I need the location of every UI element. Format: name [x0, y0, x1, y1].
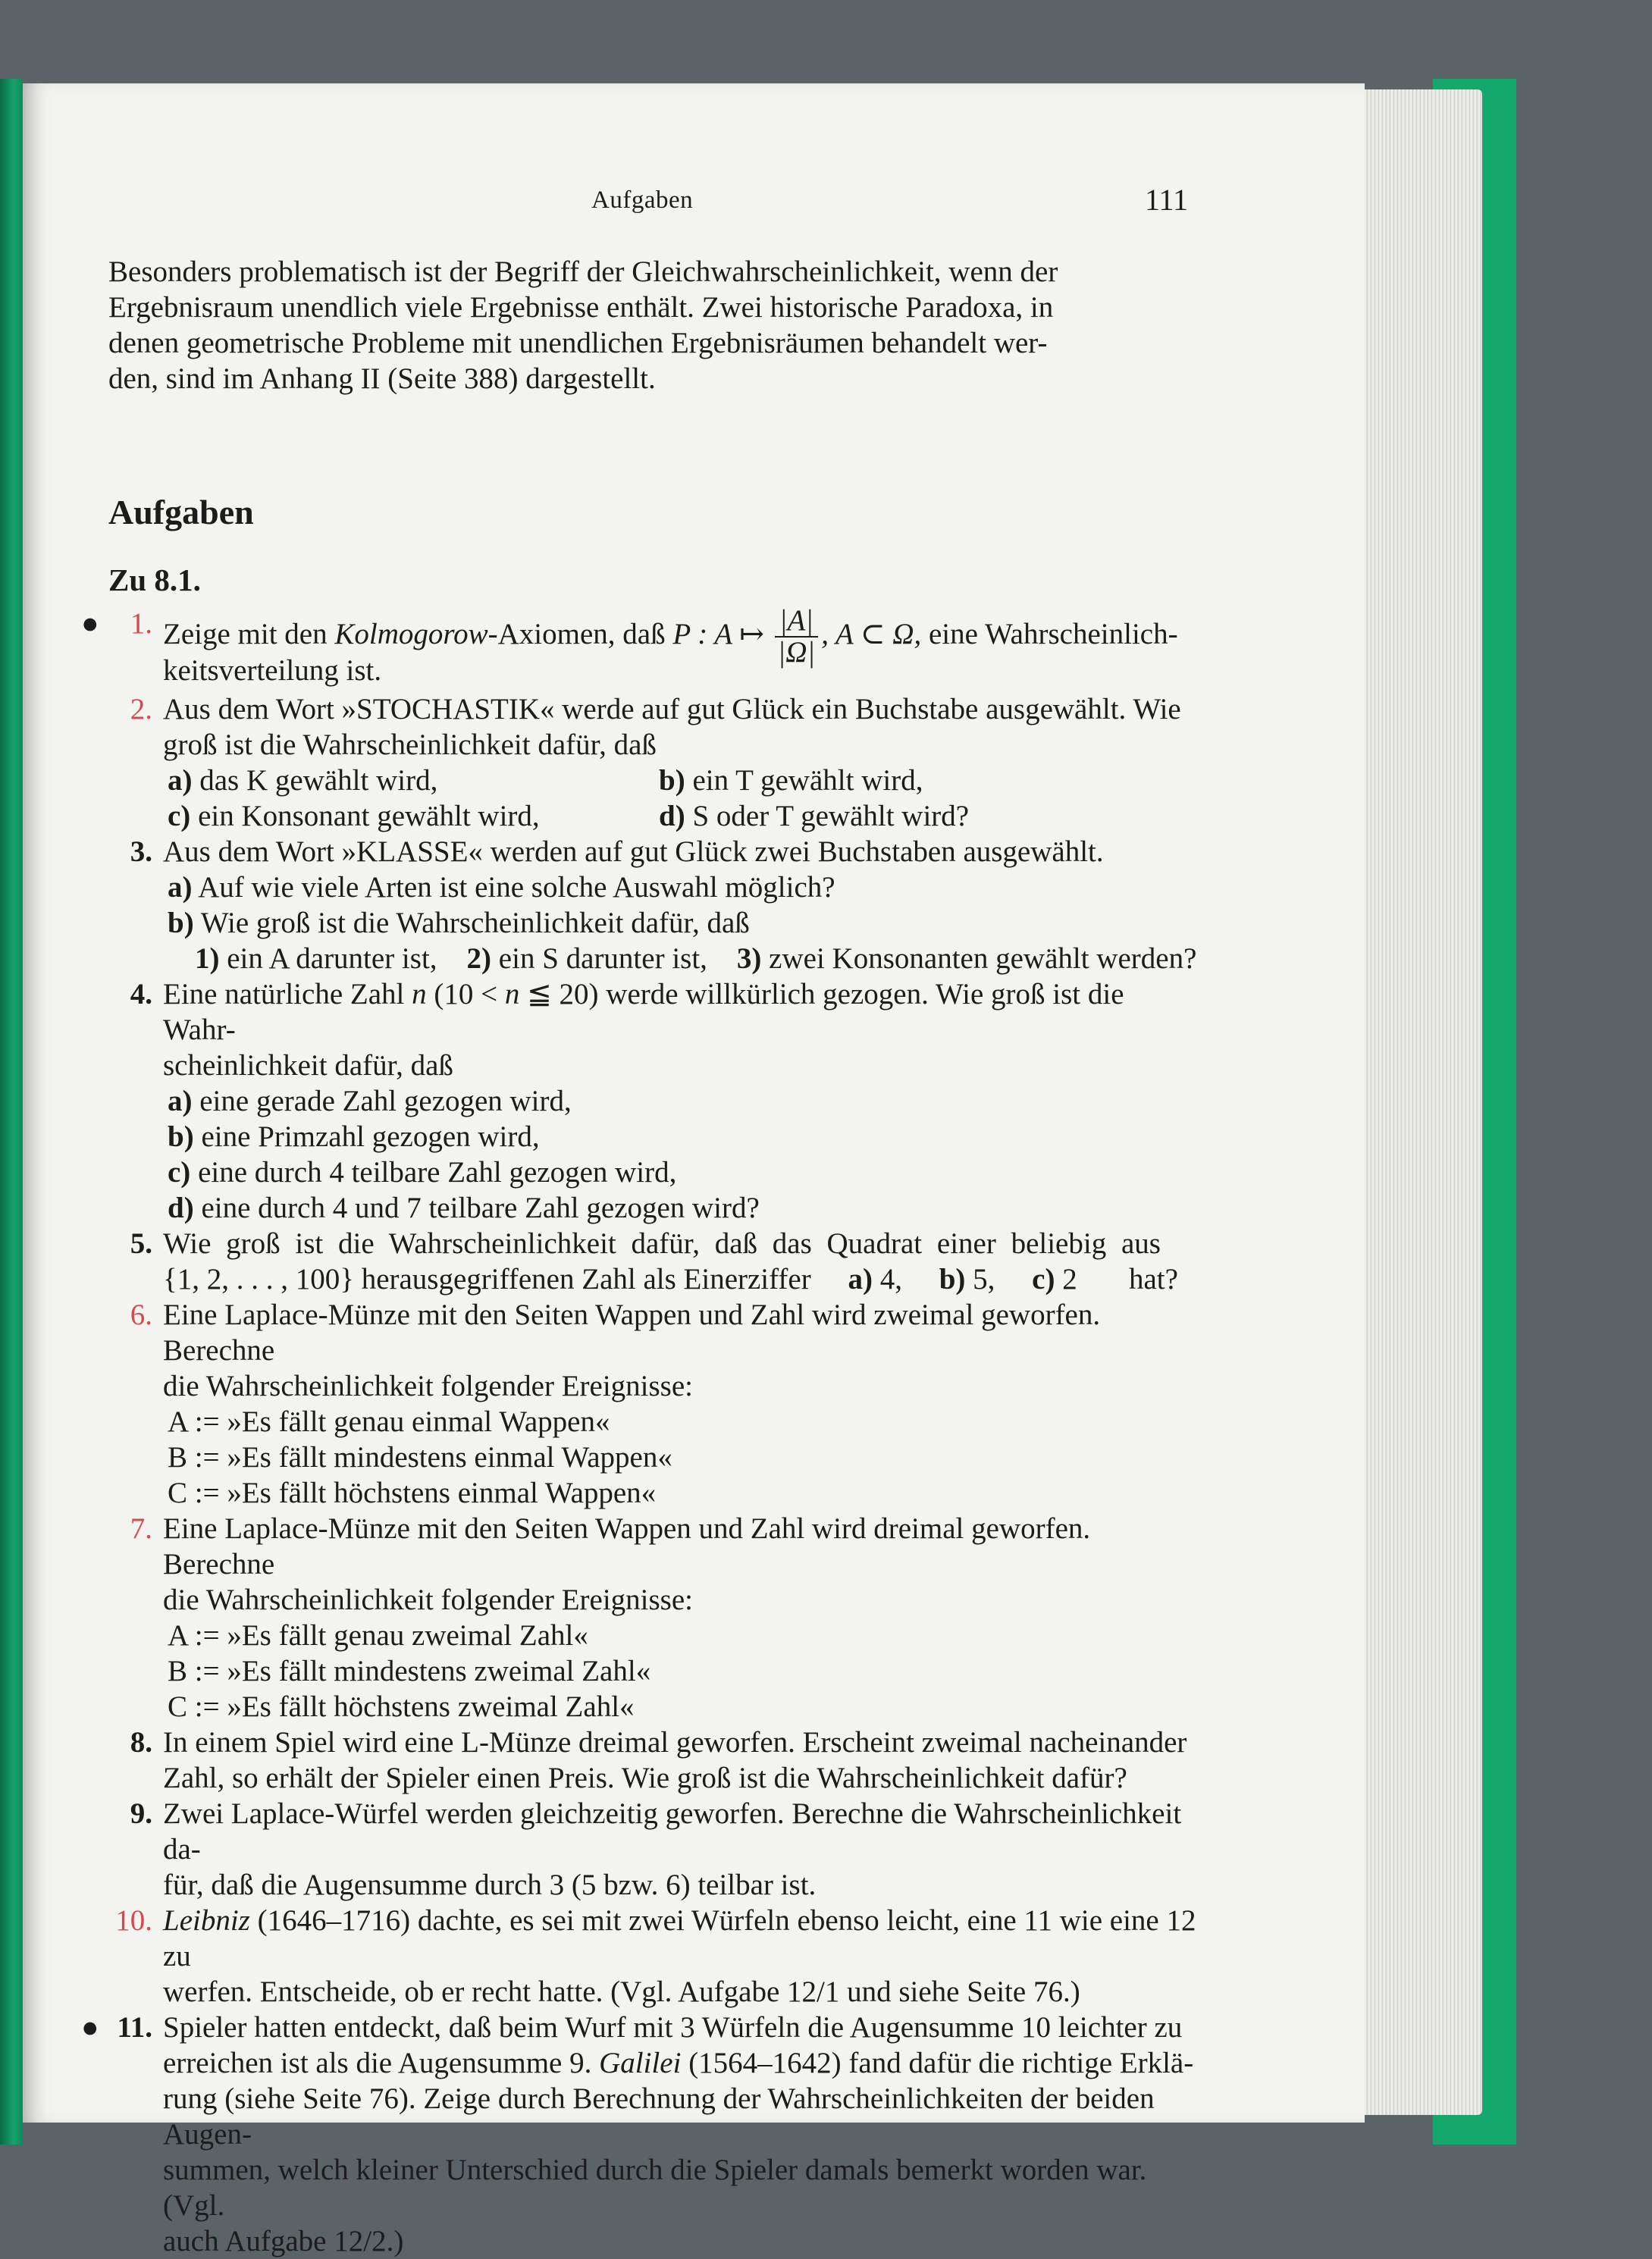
task-text: für, daß die Augensumme durch 3 (5 bzw. 6) teilbar ist. — [163, 1869, 817, 1901]
subitem-label: d) — [659, 800, 685, 832]
task-number: 1. — [130, 607, 152, 640]
subitem-text: 2 — [1055, 1263, 1077, 1296]
subitem-text: eine durch 4 und 7 teilbare Zahl gezogen wird? — [193, 1192, 760, 1224]
subitem-label: d) — [168, 1192, 194, 1224]
task-11 — [81, 2010, 1200, 2259]
subitem-b — [163, 905, 1200, 941]
task-text-part: (10 < — [426, 978, 505, 1010]
task-text-part: (1564–1642) fand dafür die richtige Erklä- — [681, 2047, 1194, 2079]
subitem-label: a) — [168, 764, 193, 797]
variable: n — [412, 978, 427, 1010]
fraction-denominator: |Ω| — [777, 636, 816, 669]
person-name: Leibniz — [163, 1904, 250, 1937]
subitem-label: b) — [939, 1263, 966, 1296]
task-text: summen, welch kleiner Unterschied durch die Spieler damals bemerkt worden war. (Vgl. — [163, 2154, 1147, 2222]
subitem-b-cases — [163, 941, 1200, 976]
subitem-text: Auf wie viele Arten ist eine solche Auswahl möglich? — [192, 871, 835, 904]
event-definitions — [163, 1404, 1200, 1511]
intro-paragraph — [108, 254, 1200, 396]
task-8 — [108, 1725, 1200, 1796]
task-text: auch Aufgabe 12/2.) — [163, 2225, 404, 2257]
subitem-text: Wie groß ist die Wahrscheinlichkeit dafür, daß — [193, 907, 750, 939]
task-text: Wie groß ist die Wahrscheinlichkeit dafür, daß das Quadrat einer beliebig aus — [163, 1227, 1161, 1260]
task-text-part: eine Wahrscheinlich- — [921, 617, 1178, 650]
task-text-part: hat? — [1128, 1263, 1178, 1296]
intro-line: Ergebnisraum unendlich viele Ergebnisse enthält. Zwei historische Paradoxa, in — [108, 291, 1054, 324]
book-cover-left-edge — [0, 79, 23, 2145]
fraction — [775, 606, 819, 668]
subitem-text: S oder T gewählt wird? — [685, 800, 970, 832]
task-text-part: ≦ 20) werde willkürlich gezogen. Wie groß ist die Wahr- — [163, 978, 1124, 1046]
subitem-row — [163, 798, 1200, 834]
task-2 — [108, 691, 1200, 834]
task-number: 5. — [130, 1227, 152, 1260]
task-number: 2. — [130, 693, 152, 725]
task-4 — [108, 976, 1200, 1226]
task-text: Eine Laplace-Münze mit den Seiten Wappen und Zahl wird dreimal geworfen. Berechne — [163, 1512, 1091, 1581]
task-1 — [81, 604, 1200, 688]
task-text: groß ist die Wahrscheinlichkeit dafür, daß — [163, 728, 657, 761]
task-10 — [108, 1903, 1200, 2010]
task-text: Eine Laplace-Münze mit den Seiten Wappen und Zahl wird zweimal geworfen. Berechne — [163, 1299, 1101, 1367]
formula-subset: , A ⊂ Ω, — [821, 617, 922, 650]
task-text-part: Eine natürliche Zahl — [163, 978, 412, 1010]
task-text: rung (siehe Seite 76). Zeige durch Berechnung der Wahrscheinlichkeiten der beiden Augen- — [163, 2082, 1155, 2151]
subsection-heading: Zu 8.1. — [108, 562, 201, 597]
event-definitions — [163, 1618, 1200, 1725]
subitem-label: b) — [168, 907, 194, 939]
task-text — [163, 1261, 1200, 1297]
subitem-b — [163, 1119, 1200, 1155]
event-c: C := »Es fällt höchstens zweimal Zahl« — [168, 1690, 635, 1723]
subitem-label: a) — [168, 1085, 193, 1117]
subitem-label: a) — [168, 871, 193, 904]
subitem-d — [163, 1190, 1200, 1226]
subitem-text: eine gerade Zahl gezogen wird, — [192, 1085, 572, 1117]
task-text: die Wahrscheinlichkeit folgender Ereignisse: — [163, 1370, 693, 1402]
event-b: B := »Es fällt mindestens zweimal Zahl« — [168, 1655, 651, 1687]
subitem-text: ein T gewählt wird, — [685, 764, 923, 797]
fraction-numerator: |A| — [775, 606, 819, 638]
task-number: 4. — [130, 978, 152, 1010]
section-heading: Aufgaben — [108, 493, 254, 531]
task-7 — [108, 1511, 1200, 1725]
task-text-part: Zeige mit den — [163, 617, 335, 650]
subitem-label: c) — [168, 800, 191, 832]
intro-line: den, sind im Anhang II (Seite 388) dargestellt. — [108, 362, 656, 395]
task-text: die Wahrscheinlichkeit folgender Ereignisse: — [163, 1584, 693, 1616]
task-text-part: erreichen ist als die Augensumme 9. — [163, 2047, 600, 2079]
task-6 — [108, 1297, 1200, 1511]
event-a: A := »Es fällt genau zweimal Zahl« — [168, 1619, 588, 1652]
variable: n — [504, 978, 520, 1010]
task-text-part: (1646–1716) dachte, es sei mit zwei Würfeln ebenso leicht, eine 11 wie eine 12 zu — [163, 1904, 1196, 1972]
task-bullet: ● — [81, 2011, 99, 2044]
subitem-label: c) — [168, 1156, 191, 1189]
task-5 — [108, 1226, 1200, 1297]
subitem-text: ein Konsonant gewählt wird, — [190, 800, 540, 832]
subitem-text: eine Primzahl gezogen wird, — [193, 1120, 540, 1153]
task-text-part: {1, 2, . . . , 100} herausgegriffenen Zahl als Einerziffer — [163, 1263, 811, 1296]
task-number: 3. — [130, 835, 152, 868]
subitem-a — [168, 763, 659, 798]
task-bullet: ● — [81, 607, 99, 640]
intro-line: Besonders problematisch ist der Begriff der Gleichwahrscheinlichkeit, wenn der — [108, 255, 1058, 288]
subitem-text: ein S darunter ist, — [491, 942, 707, 975]
task-number: 11. — [117, 2011, 152, 2044]
running-head-title: Aufgaben — [591, 186, 694, 214]
task-text-part: -Axiomen, daß — [487, 617, 673, 650]
task-number: 9. — [130, 1797, 152, 1830]
task-text: Spieler hatten entdeckt, daß beim Wurf mit 3 Würfeln die Augensumme 10 leichter zu — [163, 2011, 1183, 2044]
task-text: werfen. Entscheide, ob er recht hatte. (Vgl. Aufgabe 12/1 und siehe Seite 76.) — [163, 1975, 1080, 2008]
page-number: 111 — [1145, 183, 1189, 217]
subitem-b — [659, 763, 923, 798]
subitem-text: ein A darunter ist, — [219, 942, 437, 975]
event-b: B := »Es fällt mindestens einmal Wappen« — [168, 1441, 672, 1474]
subitem-text: 4, — [872, 1263, 902, 1296]
subitem-c — [163, 1155, 1200, 1190]
subitem-text: 5, — [965, 1263, 995, 1296]
subitem-label: 2) — [466, 942, 492, 975]
person-name: Kolmogorow — [334, 617, 488, 650]
task-text — [163, 1903, 1200, 1974]
task-number: 6. — [130, 1299, 152, 1331]
task-text: Zahl, so erhält der Spieler einen Preis. Wie groß ist die Wahrscheinlichkeit dafür? — [163, 1762, 1127, 1794]
intro-line: denen geometrische Probleme mit unendlichen Ergebnisräumen behandelt wer- — [108, 327, 1048, 359]
task-3 — [108, 834, 1200, 976]
person-name: Galilei — [599, 2047, 682, 2079]
task-9 — [108, 1796, 1200, 1903]
subitem-label: 1) — [195, 942, 220, 975]
page-content — [81, 254, 1200, 2259]
subitem-label: a) — [848, 1263, 873, 1296]
subitem-c — [168, 798, 659, 834]
subitem-row — [163, 763, 1200, 798]
task-number: 10. — [115, 1904, 152, 1937]
running-head — [0, 183, 1652, 221]
event-a: A := »Es fällt genau einmal Wappen« — [168, 1405, 610, 1438]
task-text: Aus dem Wort »STOCHASTIK« werde auf gut Glück ein Buchstabe ausgewählt. Wie — [163, 693, 1181, 725]
task-text: Zwei Laplace-Würfel werden gleichzeitig geworfen. Berechne die Wahrscheinlichkeit da- — [163, 1797, 1182, 1866]
subitem-label: b) — [168, 1120, 194, 1153]
task-number: 7. — [130, 1512, 152, 1545]
subitem-text: eine durch 4 teilbare Zahl gezogen wird, — [190, 1156, 677, 1189]
task-text — [163, 2045, 1200, 2081]
subitem-a — [163, 1083, 1200, 1119]
task-text: keitsverteilung ist. — [163, 654, 382, 687]
subitem-text: zwei Konsonanten gewählt werden? — [761, 942, 1197, 975]
subitem-a — [163, 869, 1200, 905]
event-c: C := »Es fällt höchstens einmal Wappen« — [168, 1477, 657, 1509]
subitem-d — [659, 798, 969, 834]
task-text: In einem Spiel wird eine L-Münze dreimal geworfen. Erscheint zweimal nacheinander — [163, 1726, 1187, 1759]
page-block-edges — [1349, 89, 1482, 2115]
subitem-label: 3) — [736, 942, 762, 975]
formula-map: P : A ↦ — [672, 617, 764, 650]
subitem-label: c) — [1032, 1263, 1055, 1296]
task-number: 8. — [130, 1726, 152, 1759]
subitem-label: b) — [659, 764, 685, 797]
task-text: scheinlichkeit dafür, daß — [163, 1049, 453, 1082]
task-text — [163, 976, 1200, 1048]
subitem-text: das K gewählt wird, — [192, 764, 438, 797]
task-text: Aus dem Wort »KLASSE« werden auf gut Glück zwei Buchstaben ausgewählt. — [163, 835, 1104, 868]
